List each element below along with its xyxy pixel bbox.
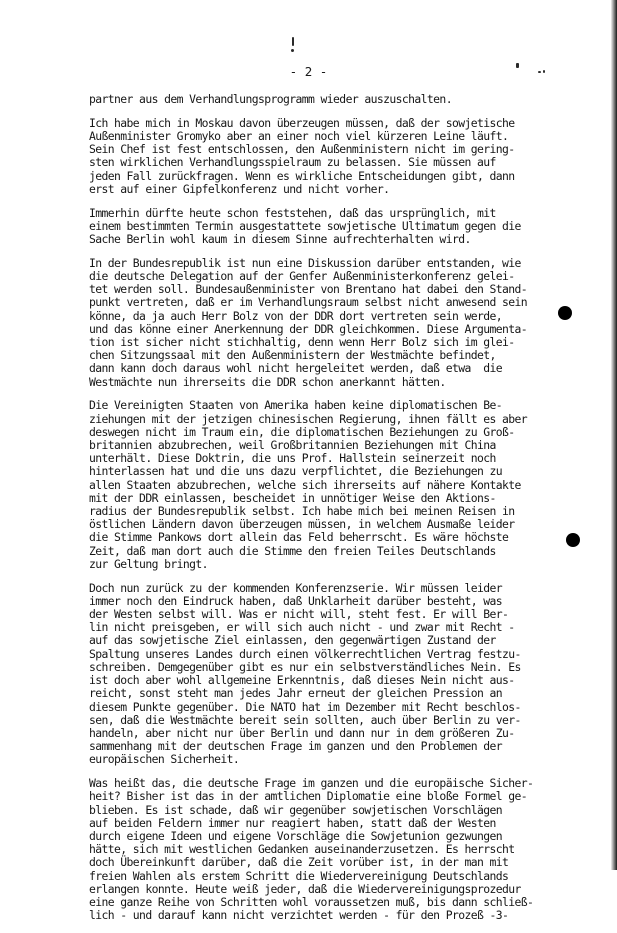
text-line: auf beiden Feldern immer nur reagiert haben, statt daß der Westen <box>89 815 496 830</box>
text-line: zur Geltung bringt. <box>89 556 208 571</box>
text-line: freien Wahlen als erstem Schritt die Wiedervereinigung Deutschlands <box>89 868 509 883</box>
paragraph <box>89 93 575 106</box>
text-line: auf das sowjetische Ziel einlassen, den gegenwärtigen Zustand der <box>89 633 496 648</box>
text-line: könne, da ja auch Herr Bolz von der DDR dort vertreten sein werde, <box>89 308 503 323</box>
text-line: schreiben. Demgegenüber gibt es nur ein selbstverständliches Nein. Es <box>89 659 521 674</box>
text-line: jeden Fall zurückfragen. Wenn es wirkliche Entscheidungen gibt, dann <box>89 168 515 183</box>
text-line: einem bestimmten Termin ausgestattete sowjetische Ultimatum gegen die <box>89 218 521 233</box>
scan-edge-shadow <box>611 0 617 870</box>
text-line: der Westen selbst will. Was er nicht will, steht fest. Er will Ber- <box>89 607 509 622</box>
text-line: unterhält. Diese Doktrin, die uns Prof. Hallstein seinerzeit noch <box>89 451 496 466</box>
text-line: die Stimme Pankows dort allein das Feld beherrscht. Es wäre höchste <box>89 530 509 545</box>
text-line: Die Vereinigten Staaten von Amerika haben keine diplomatischen Be- <box>89 398 503 413</box>
paragraph <box>89 399 575 571</box>
text-line: hätte, sich mit westlichen Gedanken auseinanderzusetzen. Es herrscht <box>89 842 515 857</box>
text-line: eine ganze Reihe von Schritten wohl voraussetzen muß, bis dann schließ- <box>89 894 534 909</box>
paragraph <box>89 207 575 247</box>
text-line: und das könne einer Anerkennung der DDR gleichkommen. Diese Argumenta- <box>89 321 528 336</box>
paragraph <box>89 777 575 922</box>
text-line: sen, daß die Westmächte bereit sein sollten, auch über Berlin zu ver- <box>89 712 521 727</box>
text-line: Außenminister Gromyko aber an einer noch viel kürzeren Leine läuft. <box>89 129 509 143</box>
text-line: ist doch aber wohl allgemeine Erkenntnis, daß dieses Nein nicht aus- <box>89 673 515 688</box>
text-line: Immerhin dürfte heute schon feststehen, daß das ursprünglich, mit <box>89 205 496 220</box>
scan-speck <box>292 37 294 46</box>
paragraph <box>89 582 575 767</box>
text-line: diesem Punkte gegenüber. Die NATO hat im Dezember mit Recht beschlos- <box>89 699 521 714</box>
body-text <box>89 93 575 933</box>
text-line: lich - und darauf kann nicht verzichtet werden - für den Prozeß -3- <box>89 908 509 923</box>
text-line: erlangen konnte. Heute weiß jeder, daß die Wiedervereinigungsprozedur <box>89 881 521 896</box>
text-line: radius der Bundesrepublik selbst. Ich habe mich bei meinen Reisen in <box>89 504 515 519</box>
text-line: durch eigene Ideen und eigene Vorschläge die Sowjetunion gezwungen <box>89 828 503 843</box>
text-line: sammenhang mit der deutschen Frage im ganzen und den Problemen der <box>89 739 503 754</box>
text-line: Doch nun zurück zu der kommenden Konferenzserie. Wir müssen leider <box>89 580 503 595</box>
text-line: immer noch den Eindruck haben, daß Unklarheit darüber besteht, was <box>89 593 503 608</box>
page-number: - 2 - <box>289 64 328 79</box>
text-line: partner aus dem Verhandlungsprogramm wieder auszuschalten. <box>89 92 452 106</box>
text-line: chen Sitzungssaal mit den Außenministern der Westmächte befindet, <box>89 348 496 363</box>
text-line: dann kann doch daraus wohl nicht hergeleitet werden, daß etwa die <box>89 361 503 376</box>
text-line: hinterlassen hat und die uns dazu verpflichtet, die Beziehungen zu <box>89 464 503 479</box>
text-line: allen Staaten abzubrechen, welche sich ihrerseits auf nähere Kontakte <box>89 477 521 492</box>
text-line: Spaltung unseres Landes durch einen völkerrechtlichen Vertrag festzu- <box>89 646 521 661</box>
text-line: In der Bundesrepublik ist nun eine Diskussion darüber entstanden, wie <box>89 255 521 270</box>
text-line: östlichen Ländern davon überzeugen müssen, in welchem Ausmaße leider <box>89 517 515 532</box>
paragraph <box>89 117 575 196</box>
text-line: tion ist sicher nicht stichhaltig, denn wenn Herr Bolz sich im glei- <box>89 335 515 350</box>
text-line: heit? Bisher ist das in der amtlichen Diplomatie eine bloße Formel ge- <box>89 789 528 804</box>
scan-speck <box>291 49 294 52</box>
text-line: mit der DDR einlassen, bescheidet in unnötiger Weise den Aktions- <box>89 490 496 505</box>
text-line: blieben. Es ist schade, daß wir gegenüber sowjetischen Vorschlägen <box>89 802 503 817</box>
text-line: Westmächte nun ihrerseits die DDR schon anerkannt hätten. <box>89 374 446 389</box>
text-line: Sache Berlin wohl kaum in diesem Sinne aufrechterhalten wird. <box>89 232 471 247</box>
text-line: ziehungen mit der jetzigen chinesischen Regierung, ihnen fällt es aber <box>89 411 528 426</box>
text-line: lin nicht preisgeben, er will sich auch nicht - und zwar mit Recht - <box>89 620 515 635</box>
text-line: sten wirklichen Verhandlungsspielraum zu belassen. Sie müssen auf <box>89 155 496 170</box>
text-line: tet werden soll. Bundesaußenminister von Brentano hat dabei den Stand- <box>89 282 528 297</box>
text-line: Ich habe mich in Moskau davon überzeugen müssen, daß der sowjetische <box>89 115 515 130</box>
text-line: erst auf einer Gipfelkonferenz und nicht vorher. <box>89 181 390 196</box>
text-line: europäischen Sicherheit. <box>89 752 240 767</box>
text-line: doch Übereinkunft darüber, daß die Zeit vorüber ist, in der man mit <box>89 855 509 870</box>
text-line: deswegen nicht im Traum ein, die diplomatischen Beziehungen zu Groß- <box>89 424 515 439</box>
paragraph <box>89 257 575 389</box>
text-line: Zeit, daß man dort auch die Stimme den freien Teiles Deutschlands <box>89 543 496 558</box>
text-line: handeln, aber nicht nur über Berlin und dann nur in dem größeren Zu- <box>89 725 515 740</box>
text-line: Sein Chef ist fest entschlossen, den Außenministern nicht im gering- <box>89 142 515 157</box>
text-line: Was heißt das, die deutsche Frage im ganzen und die europäische Sicher- <box>89 776 534 791</box>
text-line: britannien abzubrechen, weil Großbritannien Beziehungen mit China <box>89 438 496 453</box>
text-line: reicht, sonst steht man jedes Jahr erneut der gleichen Pression an <box>89 686 503 701</box>
text-line: punkt vertreten, daß er im Verhandlungsraum selbst nicht anwesend sein <box>89 295 528 310</box>
text-line: die deutsche Delegation auf der Genfer Außenministerkonferenz gelei- <box>89 269 515 284</box>
